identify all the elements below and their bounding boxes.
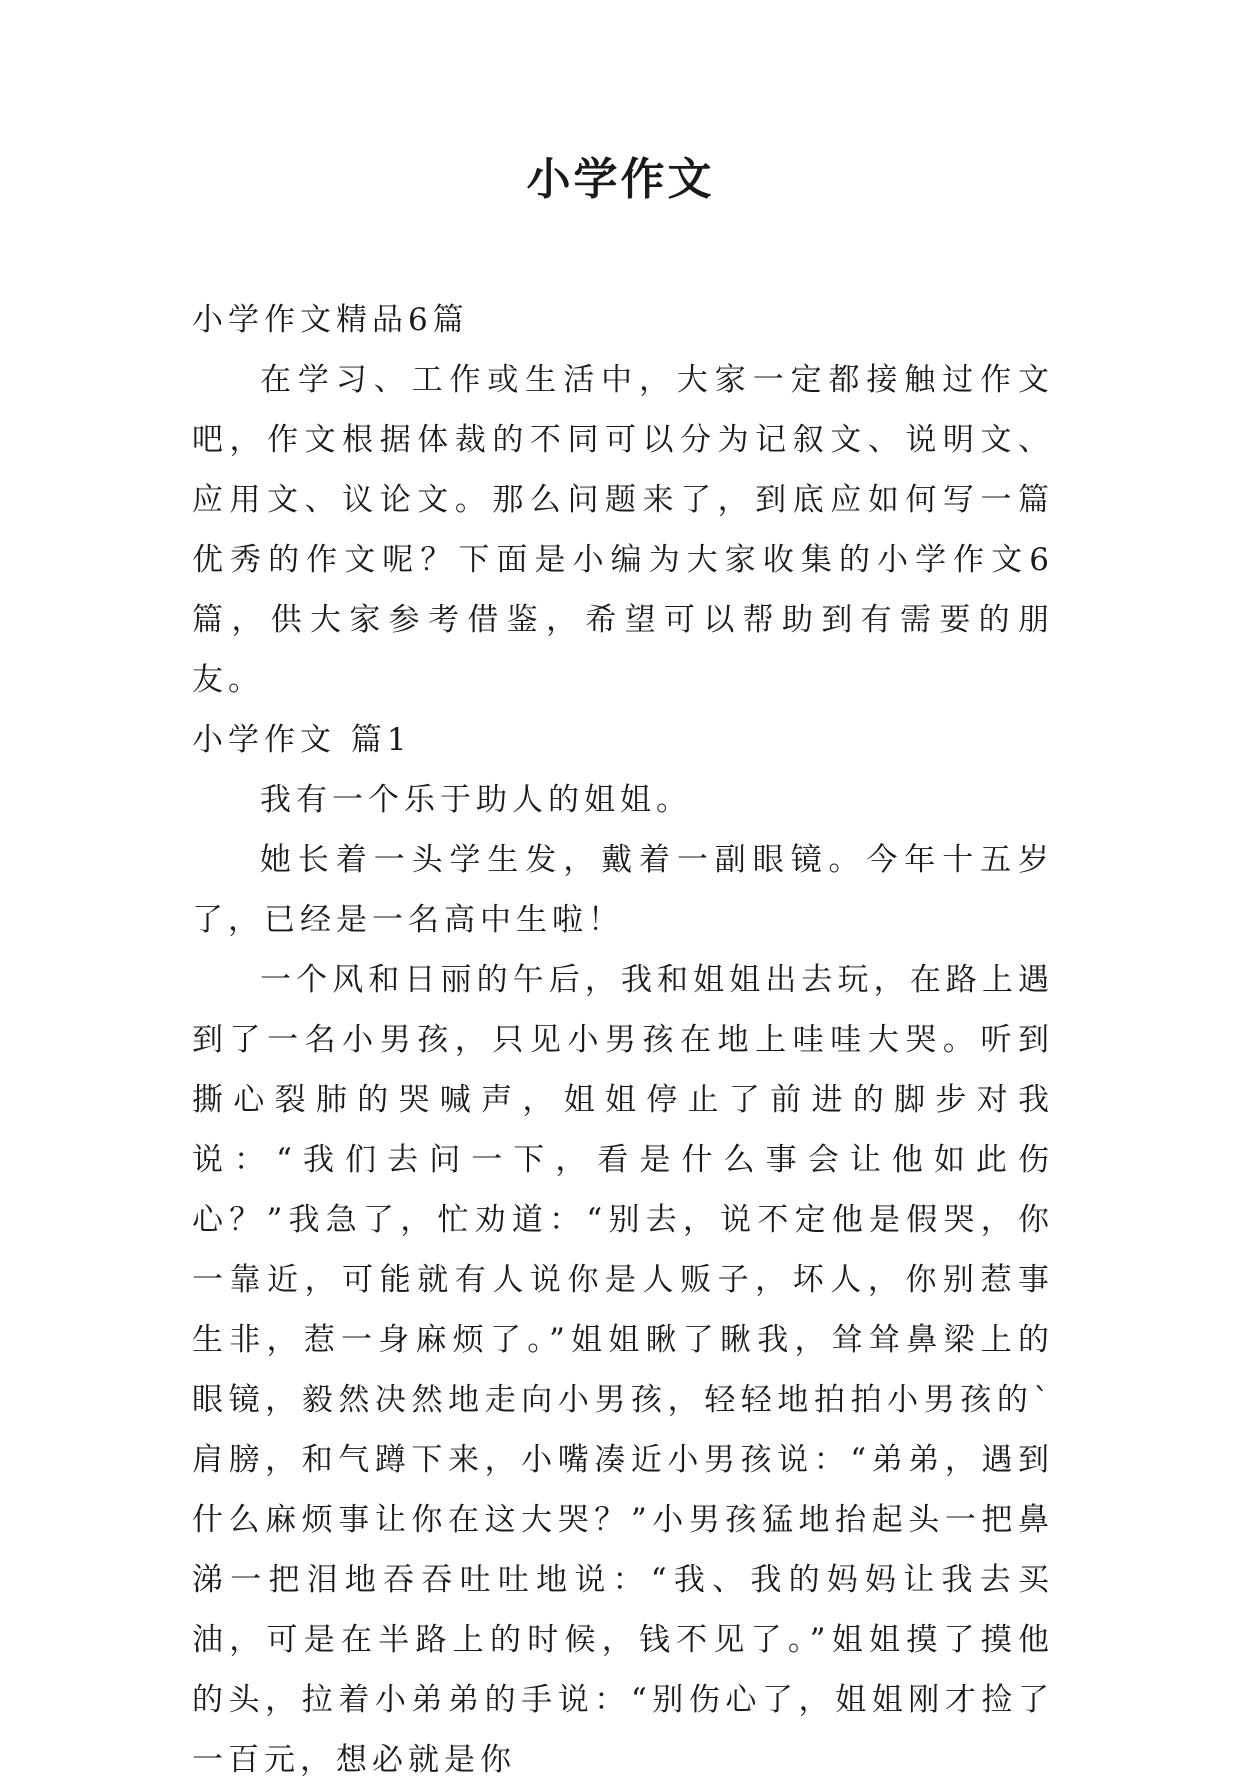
- body-paragraph: 我有一个乐于助人的姐姐。: [260, 782, 692, 818]
- body-paragraph: 一个风和日丽的午后，我和姐姐出去玩，在路上遇到了一名小男孩，只见小男孩在地上哇哇大哭。听到撕心裂肺的哭喊声，姐姐停止了前进的脚步对我说：“我们去问一下，看是什么事会让他如此伤心？”我急了，忙劝道：“别去，说不定他是假哭，你一靠近，可能就有人说你是人贩子，坏人，你别惹事生非，惹一身麻烦了。”姐姐瞅了瞅我，耸耸鼻梁上的眼镜，毅然决然地走向小男孩，轻轻地拍拍小男孩的`肩膀，和气蹲下来，小嘴凑近小男孩说：“弟弟，遇到什么麻烦事让你在这大哭？”小男孩猛地抬起头一把鼻涕一把泪地吞吞吐吐地说：“我、我的妈妈让我去买油，可是在半路上的时候，钱不见了。”姐姐摸了摸他的头，拉着小弟弟的手说：“别伤心了，姐姐刚才捡了一百元，想必就是你: [192, 962, 1054, 1778]
- document-body: [192, 290, 1054, 1790]
- document-title: 小学作文: [526, 154, 715, 205]
- intro-paragraph: 在学习、工作或生活中，大家一定都接触过作文吧，作文根据体裁的不同可以分为记叙文、说明文、应用文、议论文。那么问题来了，到底应如何写一篇优秀的作文呢？下面是小编为大家收集的小学作文6篇，供大家参考借鉴，希望可以帮助到有需要的朋友。: [192, 362, 1054, 698]
- body-paragraph: 她长着一头学生发，戴着一副眼镜。今年十五岁了，已经是一名高中生啦！: [192, 842, 1054, 938]
- section-heading: 小学作文 篇1: [192, 722, 412, 758]
- document-subtitle: 小学作文精品6篇: [192, 302, 469, 338]
